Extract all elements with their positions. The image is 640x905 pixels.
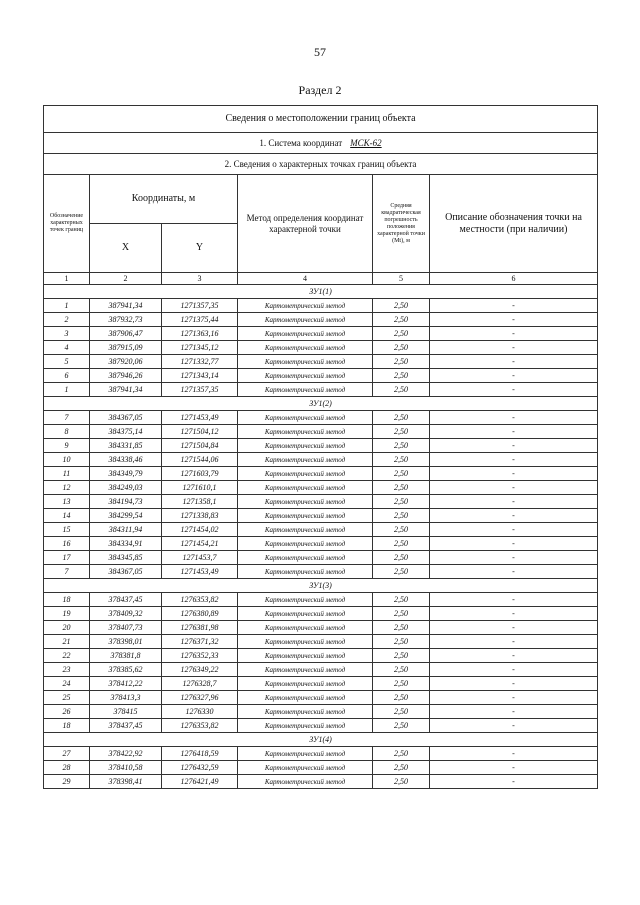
method-cell: Картометрический метод <box>238 607 373 621</box>
table-row <box>44 719 598 733</box>
accuracy-cell: 2,50 <box>373 369 430 383</box>
accuracy-cell: 2,50 <box>373 677 430 691</box>
coord-y-cell: 1276371,32 <box>162 635 238 649</box>
description-cell: - <box>430 551 598 565</box>
header-method: Метод определения координат характерной точки <box>238 175 373 273</box>
coord-y-cell: 1271357,35 <box>162 299 238 313</box>
method-cell: Картометрический метод <box>238 537 373 551</box>
header-description: Описание обозначения точки на местности (при наличии) <box>430 175 598 273</box>
accuracy-cell: 2,50 <box>373 537 430 551</box>
method-cell: Картометрический метод <box>238 621 373 635</box>
point-id-cell: 28 <box>44 761 90 775</box>
method-cell: Картометрический метод <box>238 299 373 313</box>
accuracy-cell: 2,50 <box>373 635 430 649</box>
method-cell: Картометрический метод <box>238 747 373 761</box>
point-id-cell: 2 <box>44 313 90 327</box>
point-id-cell: 11 <box>44 467 90 481</box>
coord-y-cell: 1271544,06 <box>162 453 238 467</box>
coord-x-cell: 384331,85 <box>90 439 162 453</box>
point-id-cell: 3 <box>44 327 90 341</box>
point-id-cell: 15 <box>44 523 90 537</box>
description-cell: - <box>430 705 598 719</box>
table-row <box>44 439 598 453</box>
coord-y-cell: 1271453,7 <box>162 551 238 565</box>
coord-x-cell: 378410,58 <box>90 761 162 775</box>
coord-y-cell: 1271332,77 <box>162 355 238 369</box>
table-row <box>44 453 598 467</box>
accuracy-cell: 2,50 <box>373 341 430 355</box>
header-x: X <box>90 224 162 273</box>
table-row <box>44 747 598 761</box>
method-cell: Картометрический метод <box>238 495 373 509</box>
table-row <box>44 677 598 691</box>
accuracy-cell: 2,50 <box>373 691 430 705</box>
accuracy-cell: 2,50 <box>373 719 430 733</box>
coord-x-cell: 387932,73 <box>90 313 162 327</box>
coord-x-cell: 387941,34 <box>90 383 162 397</box>
accuracy-cell: 2,50 <box>373 439 430 453</box>
header-coordinates: Координаты, м <box>90 175 238 224</box>
group-row <box>44 285 598 299</box>
table-row <box>44 649 598 663</box>
accuracy-cell: 2,50 <box>373 495 430 509</box>
method-cell: Картометрический метод <box>238 453 373 467</box>
table-row <box>44 383 598 397</box>
coord-y-cell: 1271345,12 <box>162 341 238 355</box>
coord-y-cell: 1276349,22 <box>162 663 238 677</box>
table-row <box>44 341 598 355</box>
coord-x-cell: 378381,8 <box>90 649 162 663</box>
method-cell: Картометрический метод <box>238 481 373 495</box>
point-id-cell: 12 <box>44 481 90 495</box>
description-cell: - <box>430 453 598 467</box>
coord-y-cell: 1271358,1 <box>162 495 238 509</box>
coord-x-cell: 387946,26 <box>90 369 162 383</box>
accuracy-cell: 2,50 <box>373 523 430 537</box>
group-name: ЗУ1(2) <box>44 397 598 411</box>
point-id-cell: 1 <box>44 299 90 313</box>
coord-y-cell: 1276418,59 <box>162 747 238 761</box>
coord-x-cell: 378407,73 <box>90 621 162 635</box>
table-row <box>44 495 598 509</box>
coord-y-cell: 1271375,44 <box>162 313 238 327</box>
method-cell: Картометрический метод <box>238 313 373 327</box>
table-row <box>44 537 598 551</box>
method-cell: Картометрический метод <box>238 551 373 565</box>
group-name: ЗУ1(4) <box>44 733 598 747</box>
point-id-cell: 18 <box>44 593 90 607</box>
accuracy-cell: 2,50 <box>373 481 430 495</box>
accuracy-cell: 2,50 <box>373 551 430 565</box>
description-cell: - <box>430 495 598 509</box>
coord-y-cell: 1276353,82 <box>162 593 238 607</box>
description-cell: - <box>430 299 598 313</box>
point-id-cell: 29 <box>44 775 90 789</box>
point-id-cell: 17 <box>44 551 90 565</box>
coord-x-cell: 384349,79 <box>90 467 162 481</box>
coord-x-cell: 384338,46 <box>90 453 162 467</box>
table-row <box>44 299 598 313</box>
coord-y-cell: 1276380,89 <box>162 607 238 621</box>
coord-x-cell: 384194,73 <box>90 495 162 509</box>
coord-y-cell: 1276330 <box>162 705 238 719</box>
table-row <box>44 663 598 677</box>
accuracy-cell: 2,50 <box>373 621 430 635</box>
method-cell: Картометрический метод <box>238 565 373 579</box>
header-point-id: Обозначение характерных точек границ <box>44 175 90 273</box>
point-id-cell: 23 <box>44 663 90 677</box>
coord-x-cell: 384367,05 <box>90 565 162 579</box>
method-cell: Картометрический метод <box>238 467 373 481</box>
table-row <box>44 705 598 719</box>
coord-y-cell: 1276421,49 <box>162 775 238 789</box>
coord-x-cell: 378415 <box>90 705 162 719</box>
description-cell: - <box>430 383 598 397</box>
accuracy-cell: 2,50 <box>373 607 430 621</box>
group-name: ЗУ1(1) <box>44 285 598 299</box>
accuracy-cell: 2,50 <box>373 383 430 397</box>
point-id-cell: 24 <box>44 677 90 691</box>
point-id-cell: 5 <box>44 355 90 369</box>
method-cell: Картометрический метод <box>238 649 373 663</box>
description-cell: - <box>430 719 598 733</box>
point-id-cell: 18 <box>44 719 90 733</box>
point-id-cell: 14 <box>44 509 90 523</box>
method-cell: Картометрический метод <box>238 327 373 341</box>
description-cell: - <box>430 411 598 425</box>
table-row <box>44 635 598 649</box>
coord-x-cell: 378409,32 <box>90 607 162 621</box>
coord-x-cell: 384375,14 <box>90 425 162 439</box>
accuracy-cell: 2,50 <box>373 327 430 341</box>
coord-x-cell: 378398,01 <box>90 635 162 649</box>
coord-y-cell: 1271504,12 <box>162 425 238 439</box>
header-y: Y <box>162 224 238 273</box>
description-cell: - <box>430 635 598 649</box>
table-row <box>44 369 598 383</box>
point-id-cell: 9 <box>44 439 90 453</box>
point-id-cell: 6 <box>44 369 90 383</box>
coord-y-cell: 1276328,7 <box>162 677 238 691</box>
coord-y-cell: 1276432,59 <box>162 761 238 775</box>
description-cell: - <box>430 369 598 383</box>
coord-x-cell: 378422,92 <box>90 747 162 761</box>
description-cell: - <box>430 509 598 523</box>
column-number: 2 <box>90 273 162 285</box>
accuracy-cell: 2,50 <box>373 313 430 327</box>
method-cell: Картометрический метод <box>238 775 373 789</box>
group-row <box>44 397 598 411</box>
description-cell: - <box>430 621 598 635</box>
table-row <box>44 565 598 579</box>
description-cell: - <box>430 761 598 775</box>
coord-y-cell: 1271453,49 <box>162 565 238 579</box>
method-cell: Картометрический метод <box>238 523 373 537</box>
coord-x-cell: 384345,85 <box>90 551 162 565</box>
coord-y-cell: 1271363,16 <box>162 327 238 341</box>
table-row <box>44 593 598 607</box>
coord-y-cell: 1271338,83 <box>162 509 238 523</box>
table-row <box>44 621 598 635</box>
table-row <box>44 551 598 565</box>
method-cell: Картометрический метод <box>238 705 373 719</box>
column-number: 6 <box>430 273 598 285</box>
method-cell: Картометрический метод <box>238 341 373 355</box>
group-name: ЗУ1(3) <box>44 579 598 593</box>
method-cell: Картометрический метод <box>238 383 373 397</box>
description-cell: - <box>430 691 598 705</box>
coord-x-cell: 387920,06 <box>90 355 162 369</box>
boundary-points-table <box>43 105 598 789</box>
coord-x-cell: 378385,62 <box>90 663 162 677</box>
coord-y-cell: 1276381,98 <box>162 621 238 635</box>
table-row <box>44 355 598 369</box>
description-cell: - <box>430 565 598 579</box>
description-cell: - <box>430 649 598 663</box>
description-cell: - <box>430 355 598 369</box>
accuracy-cell: 2,50 <box>373 593 430 607</box>
point-id-cell: 16 <box>44 537 90 551</box>
accuracy-cell: 2,50 <box>373 649 430 663</box>
coord-y-cell: 1271357,35 <box>162 383 238 397</box>
description-cell: - <box>430 467 598 481</box>
column-number: 5 <box>373 273 430 285</box>
point-id-cell: 8 <box>44 425 90 439</box>
accuracy-cell: 2,50 <box>373 509 430 523</box>
coord-x-cell: 378398,41 <box>90 775 162 789</box>
point-id-cell: 7 <box>44 565 90 579</box>
column-numbers-row <box>44 273 598 285</box>
column-number: 4 <box>238 273 373 285</box>
coord-y-cell: 1276352,33 <box>162 649 238 663</box>
coord-x-cell: 384299,54 <box>90 509 162 523</box>
page-number: 57 <box>314 45 326 59</box>
table-row <box>44 607 598 621</box>
accuracy-cell: 2,50 <box>373 775 430 789</box>
point-id-cell: 20 <box>44 621 90 635</box>
accuracy-cell: 2,50 <box>373 299 430 313</box>
point-id-cell: 19 <box>44 607 90 621</box>
description-cell: - <box>430 481 598 495</box>
group-row <box>44 579 598 593</box>
coord-y-cell: 1271603,79 <box>162 467 238 481</box>
table-row <box>44 313 598 327</box>
description-cell: - <box>430 537 598 551</box>
point-id-cell: 25 <box>44 691 90 705</box>
description-cell: - <box>430 663 598 677</box>
accuracy-cell: 2,50 <box>373 425 430 439</box>
accuracy-cell: 2,50 <box>373 453 430 467</box>
description-cell: - <box>430 313 598 327</box>
coord-x-cell: 378413,3 <box>90 691 162 705</box>
coord-y-cell: 1276353,82 <box>162 719 238 733</box>
section-title: Раздел 2 <box>298 83 342 97</box>
coord-x-cell: 384311,94 <box>90 523 162 537</box>
point-id-cell: 21 <box>44 635 90 649</box>
coord-x-cell: 387906,47 <box>90 327 162 341</box>
coord-y-cell: 1271453,49 <box>162 411 238 425</box>
description-cell: - <box>430 341 598 355</box>
method-cell: Картометрический метод <box>238 761 373 775</box>
coord-system-label: 1. Система координат <box>259 138 343 148</box>
point-id-cell: 13 <box>44 495 90 509</box>
table-row <box>44 327 598 341</box>
point-id-cell: 26 <box>44 705 90 719</box>
point-id-cell: 27 <box>44 747 90 761</box>
header-accuracy: Средняя квадратическая погрешность положения характерной точки (Mt), м <box>373 175 430 273</box>
description-cell: - <box>430 425 598 439</box>
coord-x-cell: 384367,05 <box>90 411 162 425</box>
coord-y-cell: 1271504,84 <box>162 439 238 453</box>
points-section-label: 2. Сведения о характерных точках границ объекта <box>44 154 598 175</box>
coord-y-cell: 1276327,96 <box>162 691 238 705</box>
coord-x-cell: 378437,45 <box>90 719 162 733</box>
coord-x-cell: 378412,22 <box>90 677 162 691</box>
point-id-cell: 22 <box>44 649 90 663</box>
method-cell: Картометрический метод <box>238 439 373 453</box>
group-row <box>44 733 598 747</box>
table-row <box>44 775 598 789</box>
method-cell: Картометрический метод <box>238 425 373 439</box>
method-cell: Картометрический метод <box>238 509 373 523</box>
table-row <box>44 411 598 425</box>
method-cell: Картометрический метод <box>238 411 373 425</box>
coord-system-row <box>44 133 598 154</box>
point-id-cell: 1 <box>44 383 90 397</box>
description-cell: - <box>430 677 598 691</box>
column-number: 1 <box>44 273 90 285</box>
point-id-cell: 4 <box>44 341 90 355</box>
coord-y-cell: 1271610,1 <box>162 481 238 495</box>
method-cell: Картометрический метод <box>238 677 373 691</box>
method-cell: Картометрический метод <box>238 355 373 369</box>
coord-y-cell: 1271454,21 <box>162 537 238 551</box>
description-cell: - <box>430 775 598 789</box>
accuracy-cell: 2,50 <box>373 761 430 775</box>
accuracy-cell: 2,50 <box>373 355 430 369</box>
accuracy-cell: 2,50 <box>373 705 430 719</box>
coord-y-cell: 1271343,14 <box>162 369 238 383</box>
accuracy-cell: 2,50 <box>373 747 430 761</box>
method-cell: Картометрический метод <box>238 635 373 649</box>
point-id-cell: 10 <box>44 453 90 467</box>
accuracy-cell: 2,50 <box>373 565 430 579</box>
description-cell: - <box>430 747 598 761</box>
coord-x-cell: 384334,91 <box>90 537 162 551</box>
coord-x-cell: 384249,03 <box>90 481 162 495</box>
method-cell: Картометрический метод <box>238 691 373 705</box>
table-row <box>44 523 598 537</box>
method-cell: Картометрический метод <box>238 593 373 607</box>
point-id-cell: 7 <box>44 411 90 425</box>
method-cell: Картометрический метод <box>238 663 373 677</box>
method-cell: Картометрический метод <box>238 369 373 383</box>
accuracy-cell: 2,50 <box>373 663 430 677</box>
table-row <box>44 425 598 439</box>
table-row <box>44 481 598 495</box>
column-number: 3 <box>162 273 238 285</box>
table-row <box>44 691 598 705</box>
coord-x-cell: 378437,45 <box>90 593 162 607</box>
accuracy-cell: 2,50 <box>373 467 430 481</box>
description-cell: - <box>430 327 598 341</box>
coord-system-value: МСК-62 <box>350 138 382 148</box>
description-cell: - <box>430 523 598 537</box>
method-cell: Картометрический метод <box>238 719 373 733</box>
description-cell: - <box>430 439 598 453</box>
coord-x-cell: 387941,34 <box>90 299 162 313</box>
table-title: Сведения о местоположении границ объекта <box>44 106 598 133</box>
table-row <box>44 509 598 523</box>
table-row <box>44 467 598 481</box>
description-cell: - <box>430 593 598 607</box>
coord-x-cell: 387915,09 <box>90 341 162 355</box>
accuracy-cell: 2,50 <box>373 411 430 425</box>
table-row <box>44 761 598 775</box>
coord-y-cell: 1271454,02 <box>162 523 238 537</box>
description-cell: - <box>430 607 598 621</box>
